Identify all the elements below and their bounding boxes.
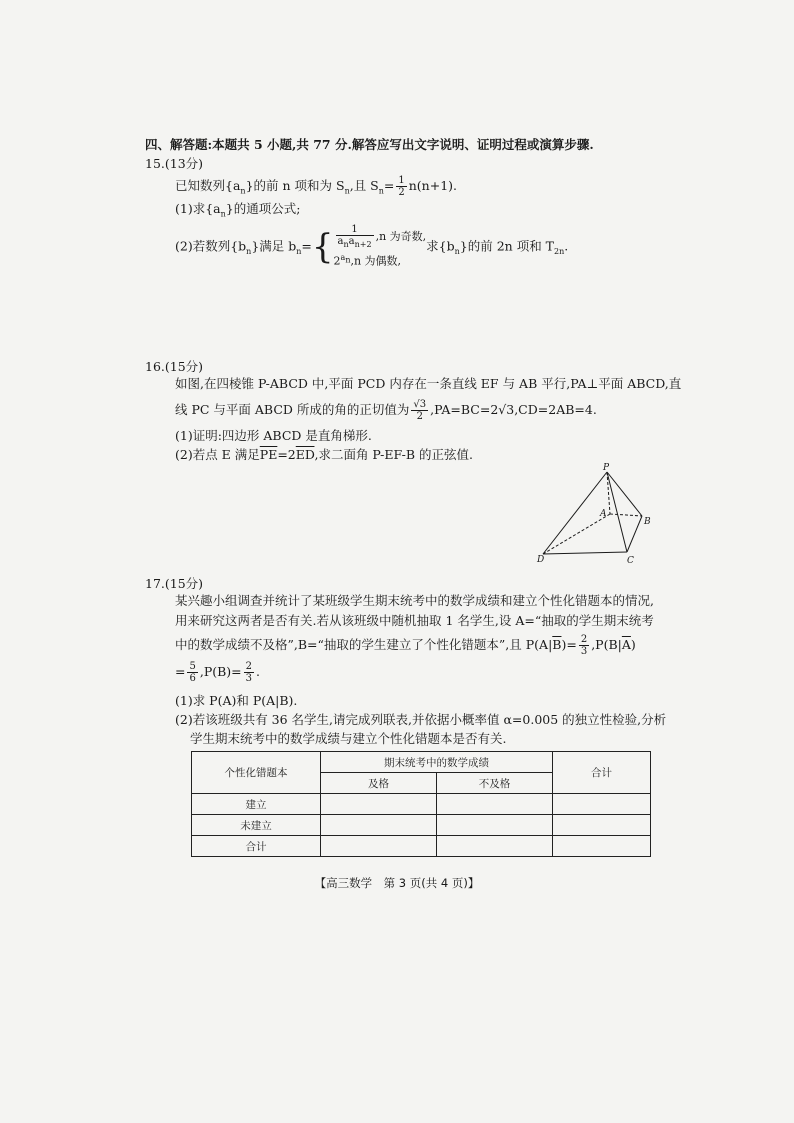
q17-part1: (1)求 P(A)和 P(A|B). (175, 693, 298, 708)
q15-stem: 已知数列$\{a_n\}$的前 n 项和为 $S_n$,且 $S_n=$ $\frac{1}{2}$ n(n+1). (175, 175, 458, 198)
q15-part2: (2)若数列$\{b_n\}$满足 $b_n=${ $\frac{1}{a_na_{n+2}}$ ,n 为奇数, $2^{a_n},n$ 为偶数, 求$\{b_n\}$的前 2n 项和 $T_{2n}$. (175, 224, 569, 268)
table-col-pass: 及格 (321, 773, 437, 794)
table-corner: 个性化错题本 (192, 752, 321, 794)
q17-line2: 用来研究这两者是否有关.若从该班级中随机抽取 1 名学生,设 A=“抽取的学生期末统考 (175, 613, 654, 628)
table-cell[interactable] (553, 836, 651, 857)
q17-part2-line2: 学生期末统考中的数学成绩与建立个性化错题本是否有关. (190, 731, 507, 746)
table-row (192, 815, 651, 836)
q15-fraction: $\frac{1}{2}$ (398, 175, 405, 198)
label-p: P (603, 463, 610, 473)
q16-line2: 线 PC 与平面 ABCD 所成的角的正切值为 $\frac{√3}{2}$ ,PA=BC=2√3,CD=2AB=4. (175, 399, 597, 422)
table-row-label: 合计 (192, 836, 321, 857)
page-footer: 【高三数学 第 3 页(共 4 页)】 (314, 876, 480, 890)
table-row-label: 未建立 (192, 815, 321, 836)
q16-line1: 如图,在四棱锥 P-ABCD 中,平面 PCD 内存在一条直线 EF 与 AB 平行,PA⊥平面 ABCD,直 (175, 376, 682, 391)
q17-line3: 中的数学成绩不及格”,B=“抽取的学生建立了个性化错题本”,且 $P(A|\overline{B})=$ $\frac{2}{3}$ $,P(B|\overline{A})$ (175, 634, 636, 657)
table-row-label: 建立 (192, 794, 321, 815)
table-cell[interactable] (321, 815, 437, 836)
q17-number: 17.(15分) (145, 576, 204, 591)
q16-number: 16.(15分) (145, 359, 204, 374)
label-a: A (600, 509, 607, 519)
table-cell[interactable] (553, 815, 651, 836)
label-d: D (537, 555, 545, 565)
q16-part2: (2)若点 E 满足$\overline{PE}=2\overline{ED}$,求二面角 P-EF-B 的正弦值. (175, 447, 473, 462)
table-col-fail: 不及格 (437, 773, 553, 794)
q15-piecewise: $\frac{1}{a_na_{n+2}}$ ,n 为奇数, $2^{a_n},n$ 为偶数, (333, 224, 427, 268)
table-cell[interactable] (553, 794, 651, 815)
table-row (192, 836, 651, 857)
table-cell[interactable] (321, 836, 437, 857)
q16-part1: (1)证明:四边形 ABCD 是直角梯形. (175, 428, 372, 443)
table-col-total: 合计 (553, 752, 651, 794)
contingency-table (191, 751, 651, 857)
table-cell[interactable] (437, 794, 553, 815)
table-cell[interactable] (437, 815, 553, 836)
q17-part2-line1: (2)若该班级共有 36 名学生,请完成列联表,并依据小概率值 α=0.005 的独立性检验,分析 (175, 712, 667, 727)
section-header: 四、解答题:本题共 5 小题,共 77 分.解答应写出文字说明、证明过程或演算步骤. (145, 137, 594, 152)
table-cell[interactable] (321, 794, 437, 815)
q15-number: 15.(13分) (145, 156, 204, 171)
table-row (192, 794, 651, 815)
q17-line1: 某兴趣小组调查并统计了某班级学生期末统考中的数学成绩和建立个性化错题本的情况, (175, 593, 654, 608)
label-c: C (627, 556, 634, 566)
label-b: B (644, 517, 651, 527)
table-cell[interactable] (437, 836, 553, 857)
q15-part1: (1)求$\{a_n\}$的通项公式; (175, 201, 301, 219)
table-group-header: 期末统考中的数学成绩 (321, 752, 553, 773)
q17-line4: = $\frac{5}{6}$ ,P(B)= $\frac{2}{3}$ . (175, 661, 261, 684)
pyramid-figure (530, 462, 660, 567)
